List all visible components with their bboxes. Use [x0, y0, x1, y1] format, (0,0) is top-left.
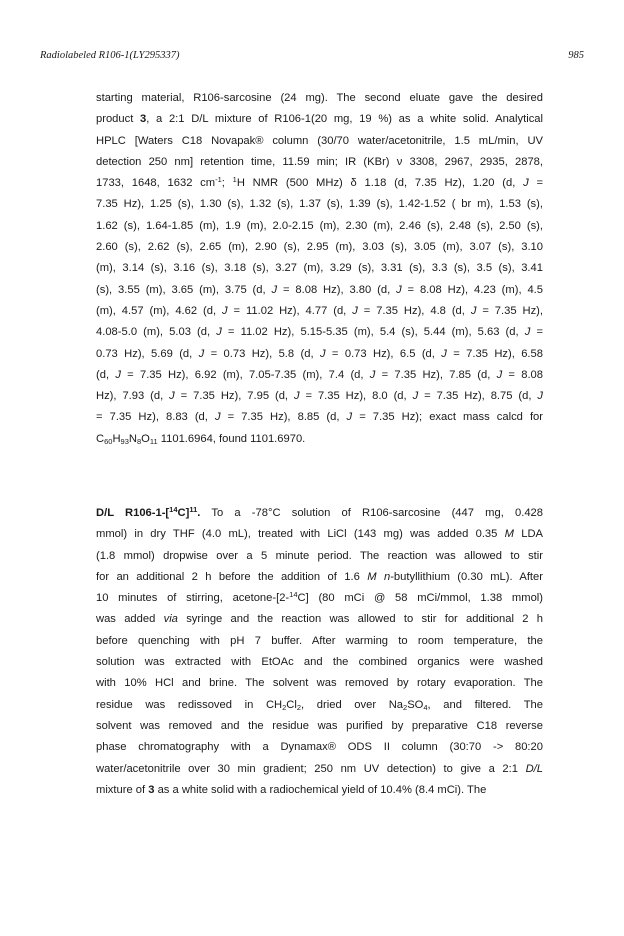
text-line: (1.8 mmol) dropwise over a 5 minute period. The reaction was allowed to stir: [96, 549, 543, 562]
text-line: D/L $R106-1-[^{14}C]^{11}$. To a -78°C solution of R106-sarcosine (447 mg, 0.428: [96, 505, 543, 519]
text-line: (m), 3.14 (s), 3.16 (s), 3.18 (s), 3.27 (m), 3.29 (s), 3.31 (s), 3.3 (s), 3.5 (s), 3.41: [96, 262, 543, 275]
text-line: (s), 3.55 (m), 3.65 (m), 3.75 (d, J = 8.08 Hz), 3.80 (d, J = 8.08 Hz), 4.23 (m), 4.5: [96, 283, 543, 296]
page-number: 985: [568, 50, 584, 61]
text-line: 4.08-5.0 (m), 5.03 (d, J = 11.02 Hz), 5.15-5.35 (m), 5.4 (s), 5.44 (m), 5.63 (d, J =: [96, 326, 543, 339]
text-line: solvent was removed and the residue was purified by preparative C18 reverse: [96, 719, 543, 732]
text-line: = 7.35 Hz), 8.83 (d, J = 7.35 Hz), 8.85 (d, J = 7.35 Hz); exact mass calcd for: [96, 411, 543, 424]
text-line: residue was redissoved in $CH_2Cl_2$, dried over $Na_2SO_4$, and filtered. The: [96, 698, 543, 712]
text-line: 10 minutes of stirring, acetone-[2-$^{14}$C] (80 mCi @ 58 mCi/mmol, 1.38 mmol): [96, 590, 543, 605]
text-line: HPLC [Waters C18 Novapak® column (30/70 water/acetonitrile, 1.5 mL/min, UV: [96, 134, 543, 147]
text-line: (m), 4.57 (m), 4.62 (d, J = 11.02 Hz), 4.77 (d, J = 7.35 Hz), 4.8 (d, J = 7.35 Hz),: [96, 304, 543, 317]
text-line: starting material, R106-sarcosine (24 mg). The second eluate gave the desired: [96, 92, 543, 104]
text-line: was added via syringe and the reaction was allowed to stir for additional 2 h: [96, 613, 543, 626]
text-line: mixture of 3 as a white solid with a radiochemical yield of 10.4% (8.4 mCi). The: [96, 783, 487, 796]
text-line: $C_{60}H_{93}N_8O_{11}$ 1101.6964, found 1101.6970.: [96, 432, 306, 446]
text-line: product 3, a 2:1 D/L mixture of R106-1(20 mg, 19 %) as a white solid. Analytical: [96, 113, 543, 126]
section-heading: D/L $R106-1-[^{14}C]^{11}$.: [96, 505, 201, 519]
text-line: 0.73 Hz), 5.69 (d, J = 0.73 Hz), 5.8 (d, J = 0.73 Hz), 6.5 (d, J = 7.35 Hz), 6.58: [96, 347, 543, 360]
text-line: 7.35 Hz), 1.25 (s), 1.30 (s), 1.32 (s), 1.37 (s), 1.39 (s), 1.42-1.52 ( br m), 1.53 (s),: [96, 198, 543, 211]
page-header: [40, 50, 584, 66]
text-line: water/acetonitrile over 30 min gradient; 250 nm UV detection) to give a 2:1 D/L: [96, 762, 543, 775]
text-line: 1733, 1648, 1632 $cm^{-1}$; $^1$H NMR (500 MHz) δ 1.18 (d, 7.35 Hz), 1.20 (d, J =: [96, 175, 543, 190]
running-title: Radiolabeled R106-1(LY295337): [40, 50, 180, 61]
text-line: for an additional 2 h before the addition of 1.6 M n-butyllithium (0.30 mL). After: [96, 570, 543, 583]
text-line: phase chromatography with a Dynamax® ODS II column (30:70 -> 80:20: [96, 741, 543, 754]
paragraph-synthesis: [96, 503, 543, 801]
paragraph-characterization: [96, 88, 543, 450]
text-line: 2.60 (s), 2.62 (s), 2.65 (m), 2.90 (s), 2.95 (m), 3.03 (s), 3.05 (m), 3.07 (s), 3.10: [96, 241, 543, 254]
text-line: solution was extracted with EtOAc and the combined organics were washed: [96, 656, 543, 669]
text-line: detection 250 nm] retention time, 11.59 min; IR (KBr) ν 3308, 2967, 2935, 2878,: [96, 155, 543, 168]
text-line: 1.62 (s), 1.64-1.85 (m), 1.9 (m), 2.0-2.15 (m), 2.30 (m), 2.46 (s), 2.48 (s), 2.50 (s),: [96, 219, 543, 232]
text-line: mmol) in dry THF (4.0 mL), treated with LiCl (143 mg) was added 0.35 M LDA: [96, 528, 543, 541]
text-line: Hz), 7.93 (d, J = 7.35 Hz), 7.95 (d, J = 7.35 Hz), 8.0 (d, J = 7.35 Hz), 8.75 (d, J: [96, 390, 543, 403]
text-line: with 10% HCl and brine. The solvent was removed by rotary evaporation. The: [96, 677, 543, 690]
text-line: before quenching with pH 7 buffer. After warming to room temperature, the: [96, 634, 543, 647]
text-line: (d, J = 7.35 Hz), 6.92 (m), 7.05-7.35 (m), 7.4 (d, J = 7.35 Hz), 7.85 (d, J = 8.08: [96, 368, 543, 381]
